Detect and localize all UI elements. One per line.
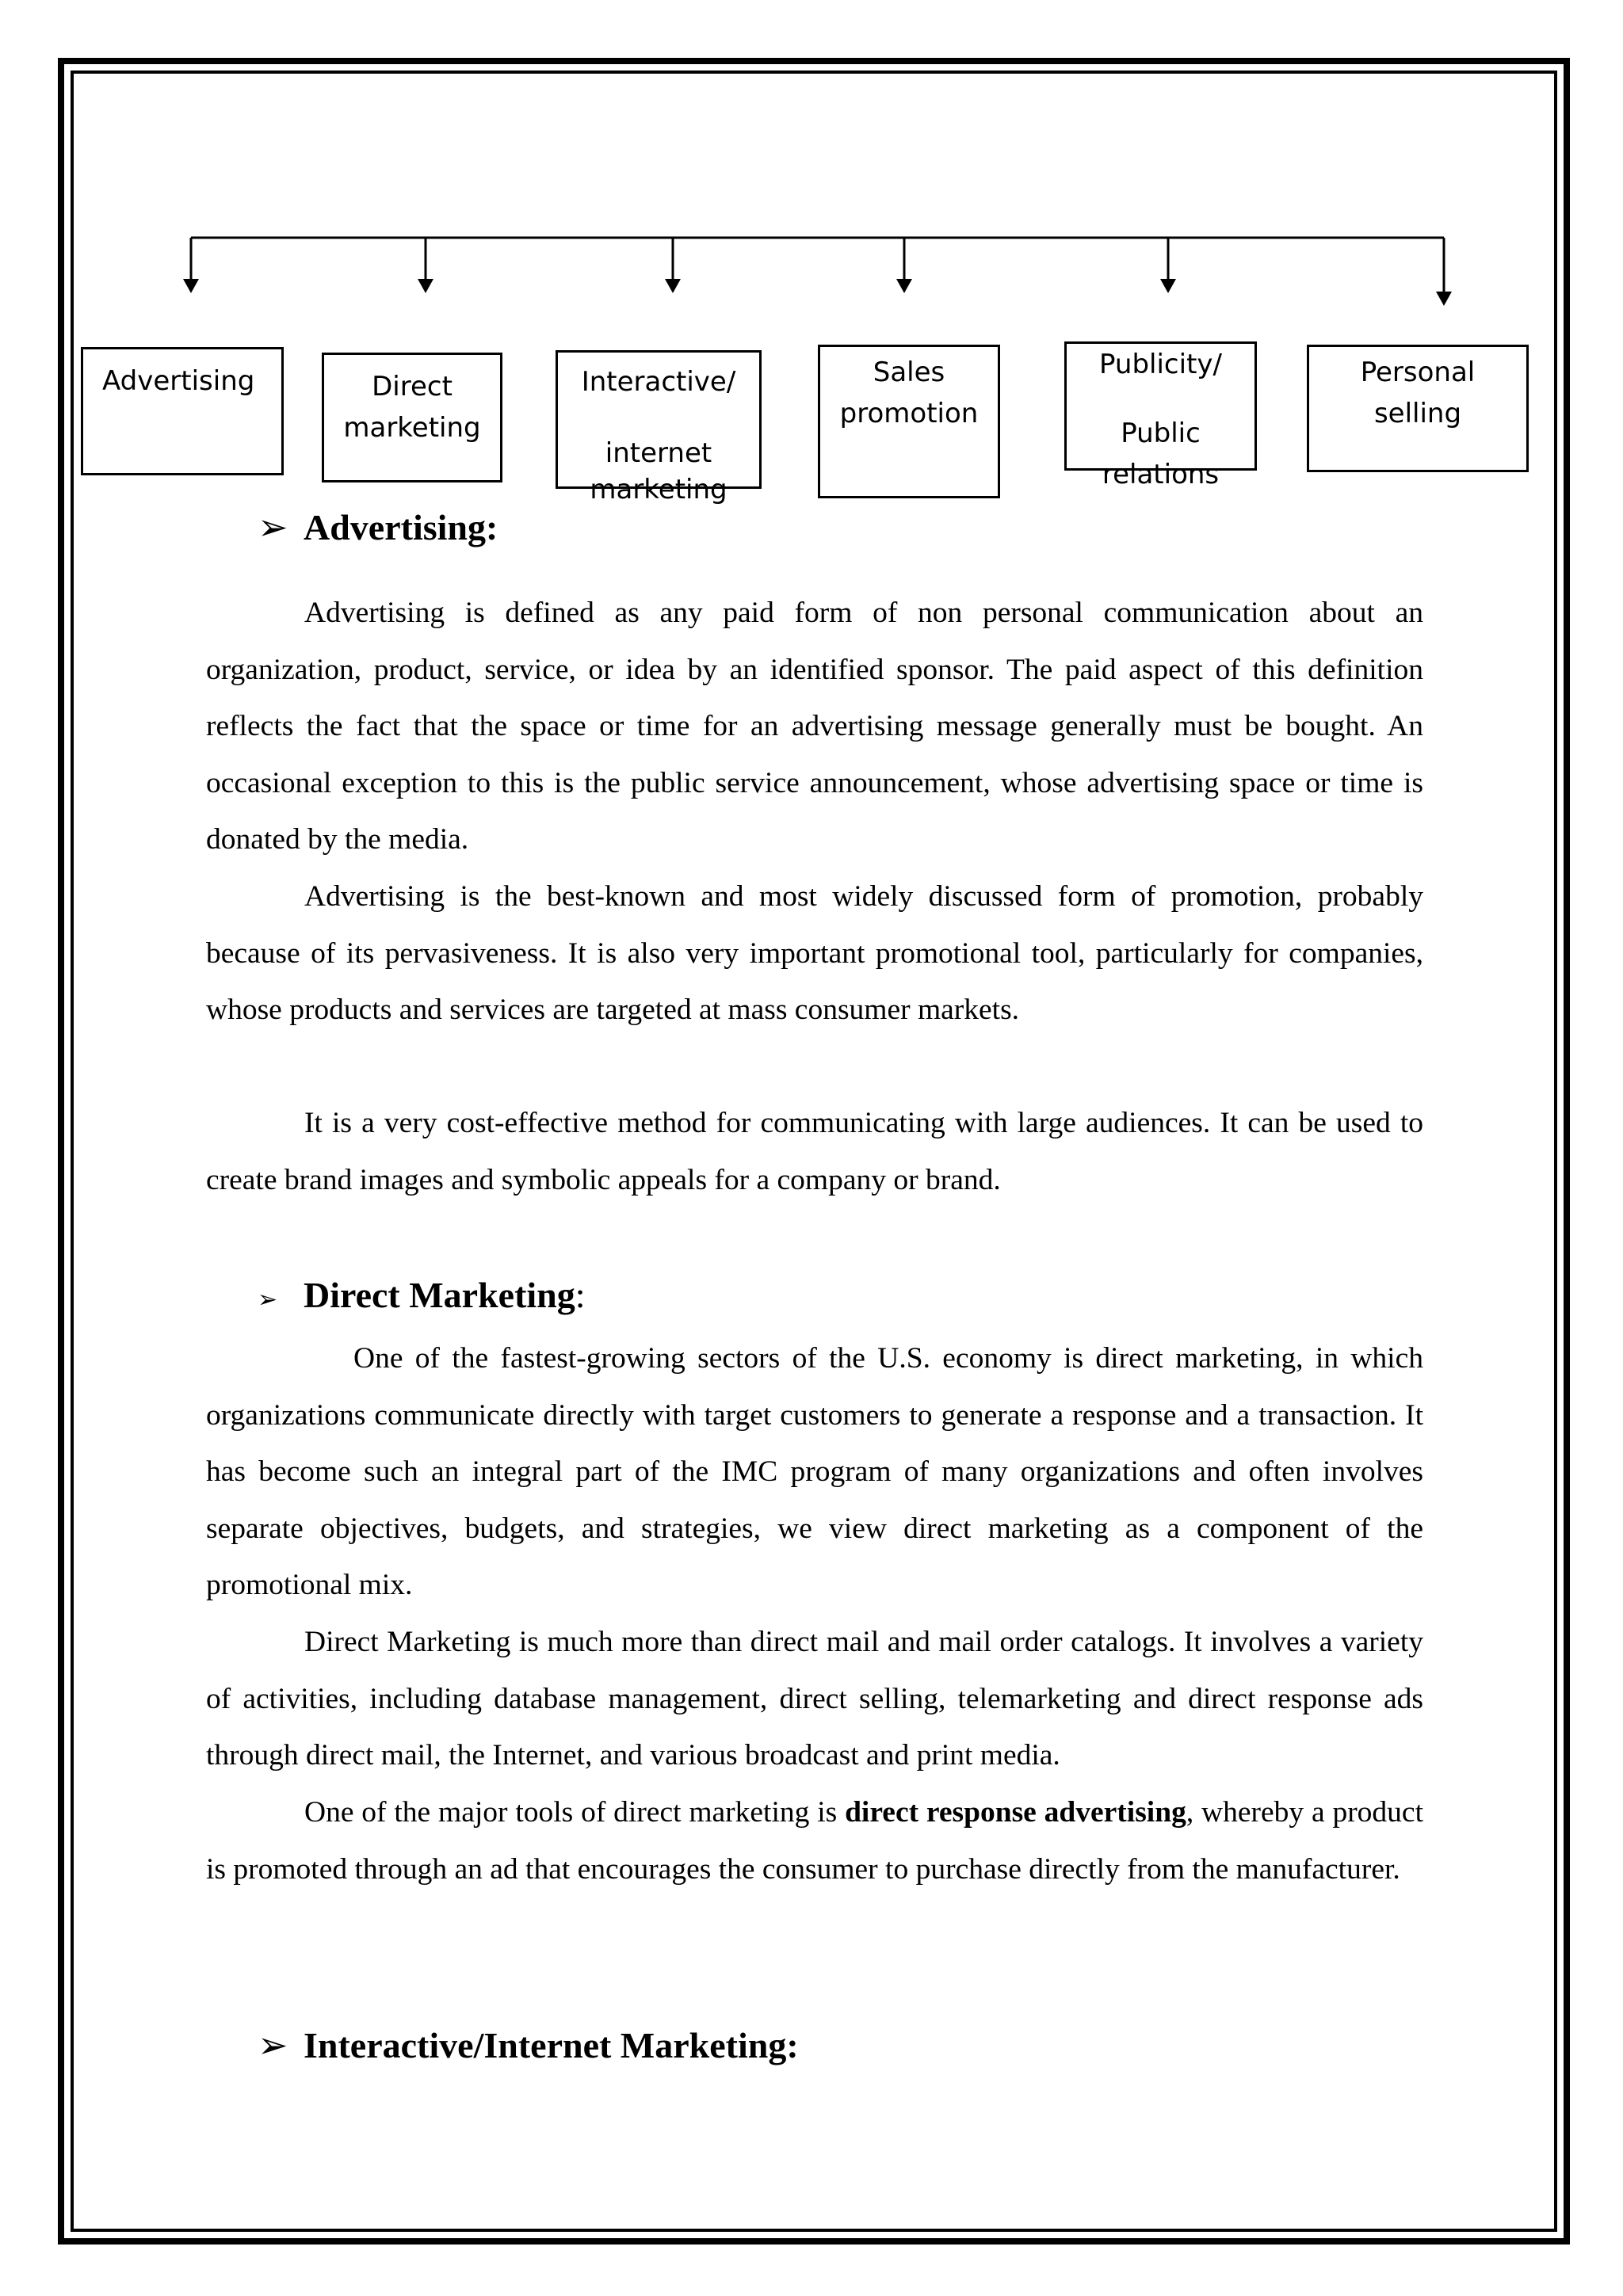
arrowhead-direct-marketing bbox=[418, 279, 433, 293]
heading-text: Interactive/Internet Marketing: bbox=[304, 2025, 799, 2065]
arrowhead-personal-selling bbox=[1436, 292, 1452, 306]
box-advertising-line-1: Advertising bbox=[102, 365, 255, 397]
arrow-bullet-icon: ➢ bbox=[258, 1287, 278, 1313]
arrow-bullet-icon: ➢ bbox=[258, 507, 288, 547]
box-publicity-line-2: Public bbox=[1121, 418, 1201, 449]
box-sales-promotion-line-2: promotion bbox=[839, 398, 979, 429]
paragraph-advertising-2: Advertising is the best-known and most widely discussed form of promotion, probably because of its pervasiveness. It is also very important promotional tool, particularly for companies, whose products and services are targeted at mass consumer markets. bbox=[206, 880, 1423, 1026]
box-direct-marketing-line-1: Direct bbox=[372, 371, 453, 402]
box-direct-marketing bbox=[322, 353, 502, 482]
box-sales-promotion-line-1: Sales bbox=[873, 357, 945, 388]
heading-text: Advertising: bbox=[304, 507, 498, 547]
arrowhead-publicity bbox=[1160, 279, 1176, 293]
box-personal-selling-line-1: Personal bbox=[1360, 357, 1476, 388]
box-interactive-internet-marketing bbox=[556, 350, 762, 505]
box-publicity-line-1: Publicity/ bbox=[1099, 349, 1222, 380]
bold-term-direct-response-advertising: direct response advertising bbox=[845, 1796, 1186, 1829]
paragraph-direct-marketing-1: One of the fastest-growing sectors of the U.S. economy is direct marketing, in which organizations communicate directly with target customers to generate a response and a transaction. It has become such an integral part of the IMC program of many organizations and often involves separate objectives, budgets, and strategies, we view direct marketing as a component of the promotional mix. bbox=[206, 1342, 1423, 1601]
paragraph-direct-marketing-3 bbox=[206, 1784, 1423, 1897]
box-personal-selling-line-2: selling bbox=[1373, 398, 1462, 429]
section-heading-direct-marketing bbox=[258, 1274, 586, 1316]
box-interactive-line-1: Interactive/ bbox=[581, 366, 736, 398]
arrowhead-advertising bbox=[183, 279, 199, 293]
box-publicity-public-relations bbox=[1064, 341, 1257, 490]
box-advertising bbox=[81, 347, 284, 475]
section-heading-advertising bbox=[258, 505, 498, 548]
arrow-bullet-icon: ➢ bbox=[258, 2025, 288, 2065]
paragraph-advertising-3: It is a very cost-effective method for communicating with large audiences. It can be used to create brand images and symbolic appeals for a company or brand. bbox=[206, 1107, 1423, 1196]
heading-colon: : bbox=[575, 1275, 586, 1315]
box-publicity-line-3: relations bbox=[1102, 459, 1220, 490]
arrowhead-sales-promotion bbox=[896, 279, 912, 293]
section-heading-interactive-internet-marketing bbox=[258, 2023, 799, 2066]
box-interactive-line-3: marketing bbox=[590, 474, 727, 505]
box-interactive-line-2: internet bbox=[605, 437, 712, 469]
box-personal-selling bbox=[1307, 345, 1529, 472]
heading-text: Direct Marketing bbox=[304, 1275, 575, 1315]
arrowhead-interactive bbox=[665, 279, 681, 293]
box-sales-promotion bbox=[818, 345, 1000, 498]
paragraph-text-before: One of the major tools of direct marketing is bbox=[304, 1796, 846, 1829]
paragraph-text-after: , whereby a product is promoted through an ad that encourages the consumer to purchase directly from the manufacturer. bbox=[206, 1796, 1424, 1886]
paragraph-direct-marketing-2: Direct Marketing is much more than direct mail and mail order catalogs. It involves a variety of activities, including database management, direct selling, telemarketing and direct response ads through direct mail, the Internet, and various broadcast and print media. bbox=[206, 1626, 1423, 1772]
paragraph-advertising-1: Advertising is defined as any paid form of non personal communication about an organization, product, service, or idea by an identified sponsor. The paid aspect of this definition reflects the fact that the space or time for an advertising message generally must be bought. An occasional exception to this is the public service announcement, whose advertising space or time is donated by the media. bbox=[206, 597, 1423, 856]
box-direct-marketing-line-2: marketing bbox=[343, 412, 481, 444]
